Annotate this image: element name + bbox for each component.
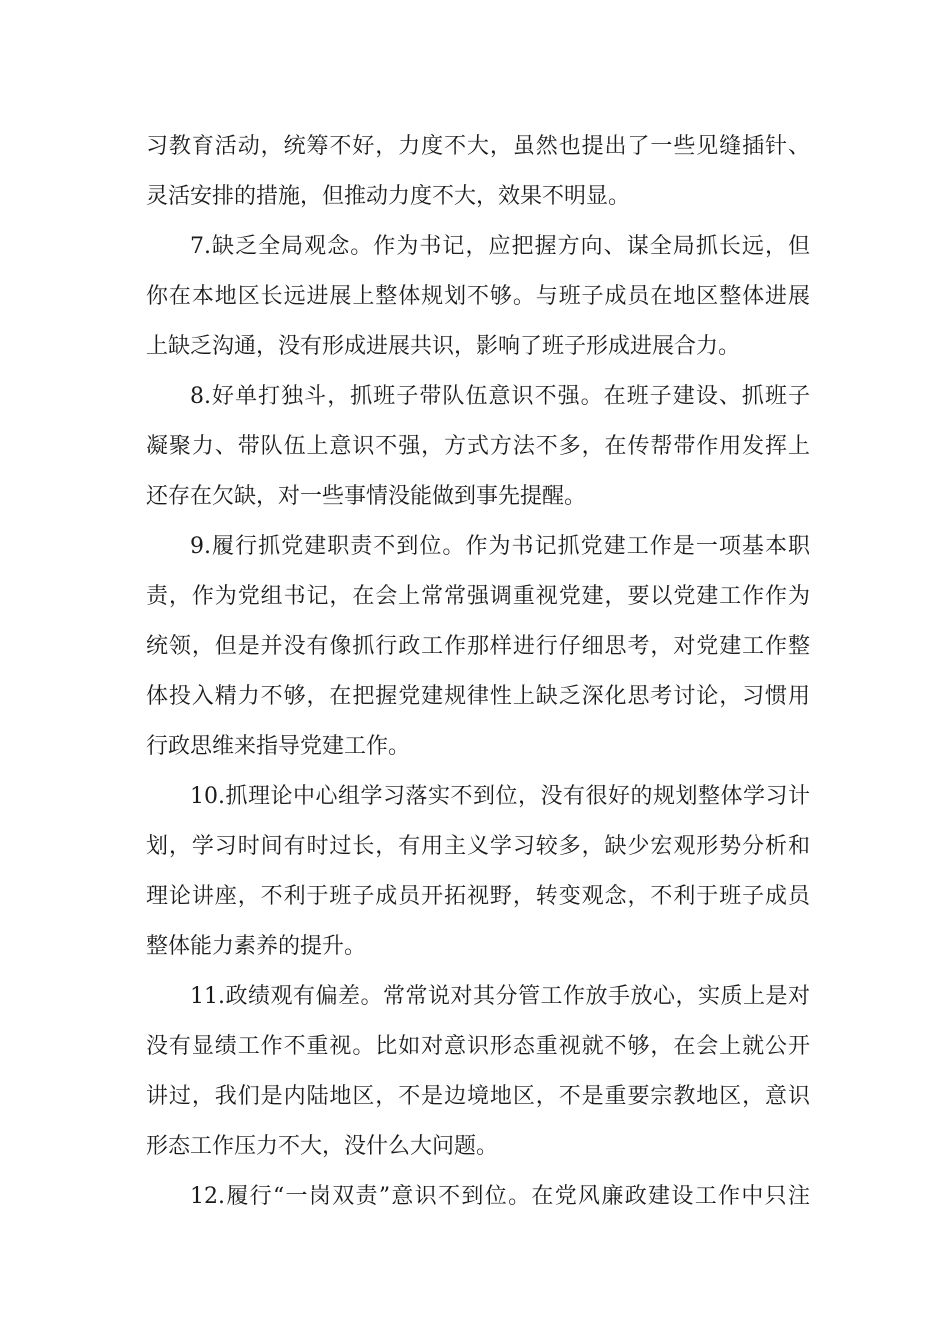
text-line (146, 672, 810, 722)
text-line (146, 222, 810, 272)
text-line (146, 522, 810, 572)
line-text: 行政思维来指导党建工作。 (146, 734, 411, 759)
text-line (146, 572, 810, 622)
line-text: 灵活安排的措施，但推动力度不大，效果不明显。 (146, 184, 631, 209)
line-text: 凝聚力、带队伍上意识不强，方式方法不多，在传帮带作用发挥上 (146, 434, 810, 459)
line-text: 7.缺乏全局观念。作为书记，应把握方向、谋全局抓长远，但 (190, 234, 810, 259)
line-text: 整体能力素养的提升。 (146, 934, 367, 959)
line-text: 统领，但是并没有像抓行政工作那样进行仔细思考，对党建工作整 (146, 634, 810, 659)
text-line (146, 172, 810, 222)
text-line (146, 372, 810, 422)
document-body (146, 122, 810, 1222)
text-line (146, 272, 810, 322)
text-line (146, 1072, 810, 1122)
line-text: 还存在欠缺，对一些事情没能做到事先提醒。 (146, 484, 587, 509)
text-line (146, 422, 810, 472)
text-line (146, 772, 810, 822)
text-line (146, 1172, 810, 1222)
line-text: 上缺乏沟通，没有形成进展共识，影响了班子形成进展合力。 (146, 334, 741, 359)
text-line (146, 922, 810, 972)
text-line (146, 122, 810, 172)
text-line (146, 972, 810, 1022)
text-line (146, 872, 810, 922)
text-line (146, 722, 810, 772)
line-text: 8.好单打独斗，抓班子带队伍意识不强。在班子建设、抓班子 (190, 384, 810, 409)
line-text: 形态工作压力不大，没什么大问题。 (146, 1134, 499, 1159)
line-text: 责，作为党组书记，在会上常常强调重视党建，要以党建工作作为 (146, 584, 810, 609)
text-line (146, 322, 810, 372)
line-text: 讲过，我们是内陆地区，不是边境地区，不是重要宗教地区，意识 (146, 1084, 810, 1109)
line-text: 9.履行抓党建职责不到位。作为书记抓党建工作是一项基本职 (190, 534, 810, 559)
line-text: 没有显绩工作不重视。比如对意识形态重视就不够，在会上就公开 (146, 1034, 810, 1059)
line-text: 11.政绩观有偏差。常常说对其分管工作放手放心，实质上是对 (190, 984, 810, 1009)
line-text: 习教育活动，统筹不好，力度不大，虽然也提出了一些见缝插针、 (146, 134, 810, 159)
text-line (146, 822, 810, 872)
text-line (146, 1122, 810, 1172)
line-text: 12.履行“一岗双责”意识不到位。在党风廉政建设工作中只注 (190, 1184, 810, 1209)
line-text: 你在本地区长远进展上整体规划不够。与班子成员在地区整体进展 (146, 284, 810, 309)
line-text: 体投入精力不够，在把握党建规律性上缺乏深化思考讨论，习惯用 (146, 684, 810, 709)
line-text: 理论讲座，不利于班子成员开拓视野，转变观念，不利于班子成员 (146, 884, 810, 909)
text-line (146, 472, 810, 522)
line-text: 划，学习时间有时过长，有用主义学习较多，缺少宏观形势分析和 (146, 834, 810, 859)
text-line (146, 1022, 810, 1072)
text-line (146, 622, 810, 672)
line-text: 10.抓理论中心组学习落实不到位，没有很好的规划整体学习计 (190, 784, 810, 809)
